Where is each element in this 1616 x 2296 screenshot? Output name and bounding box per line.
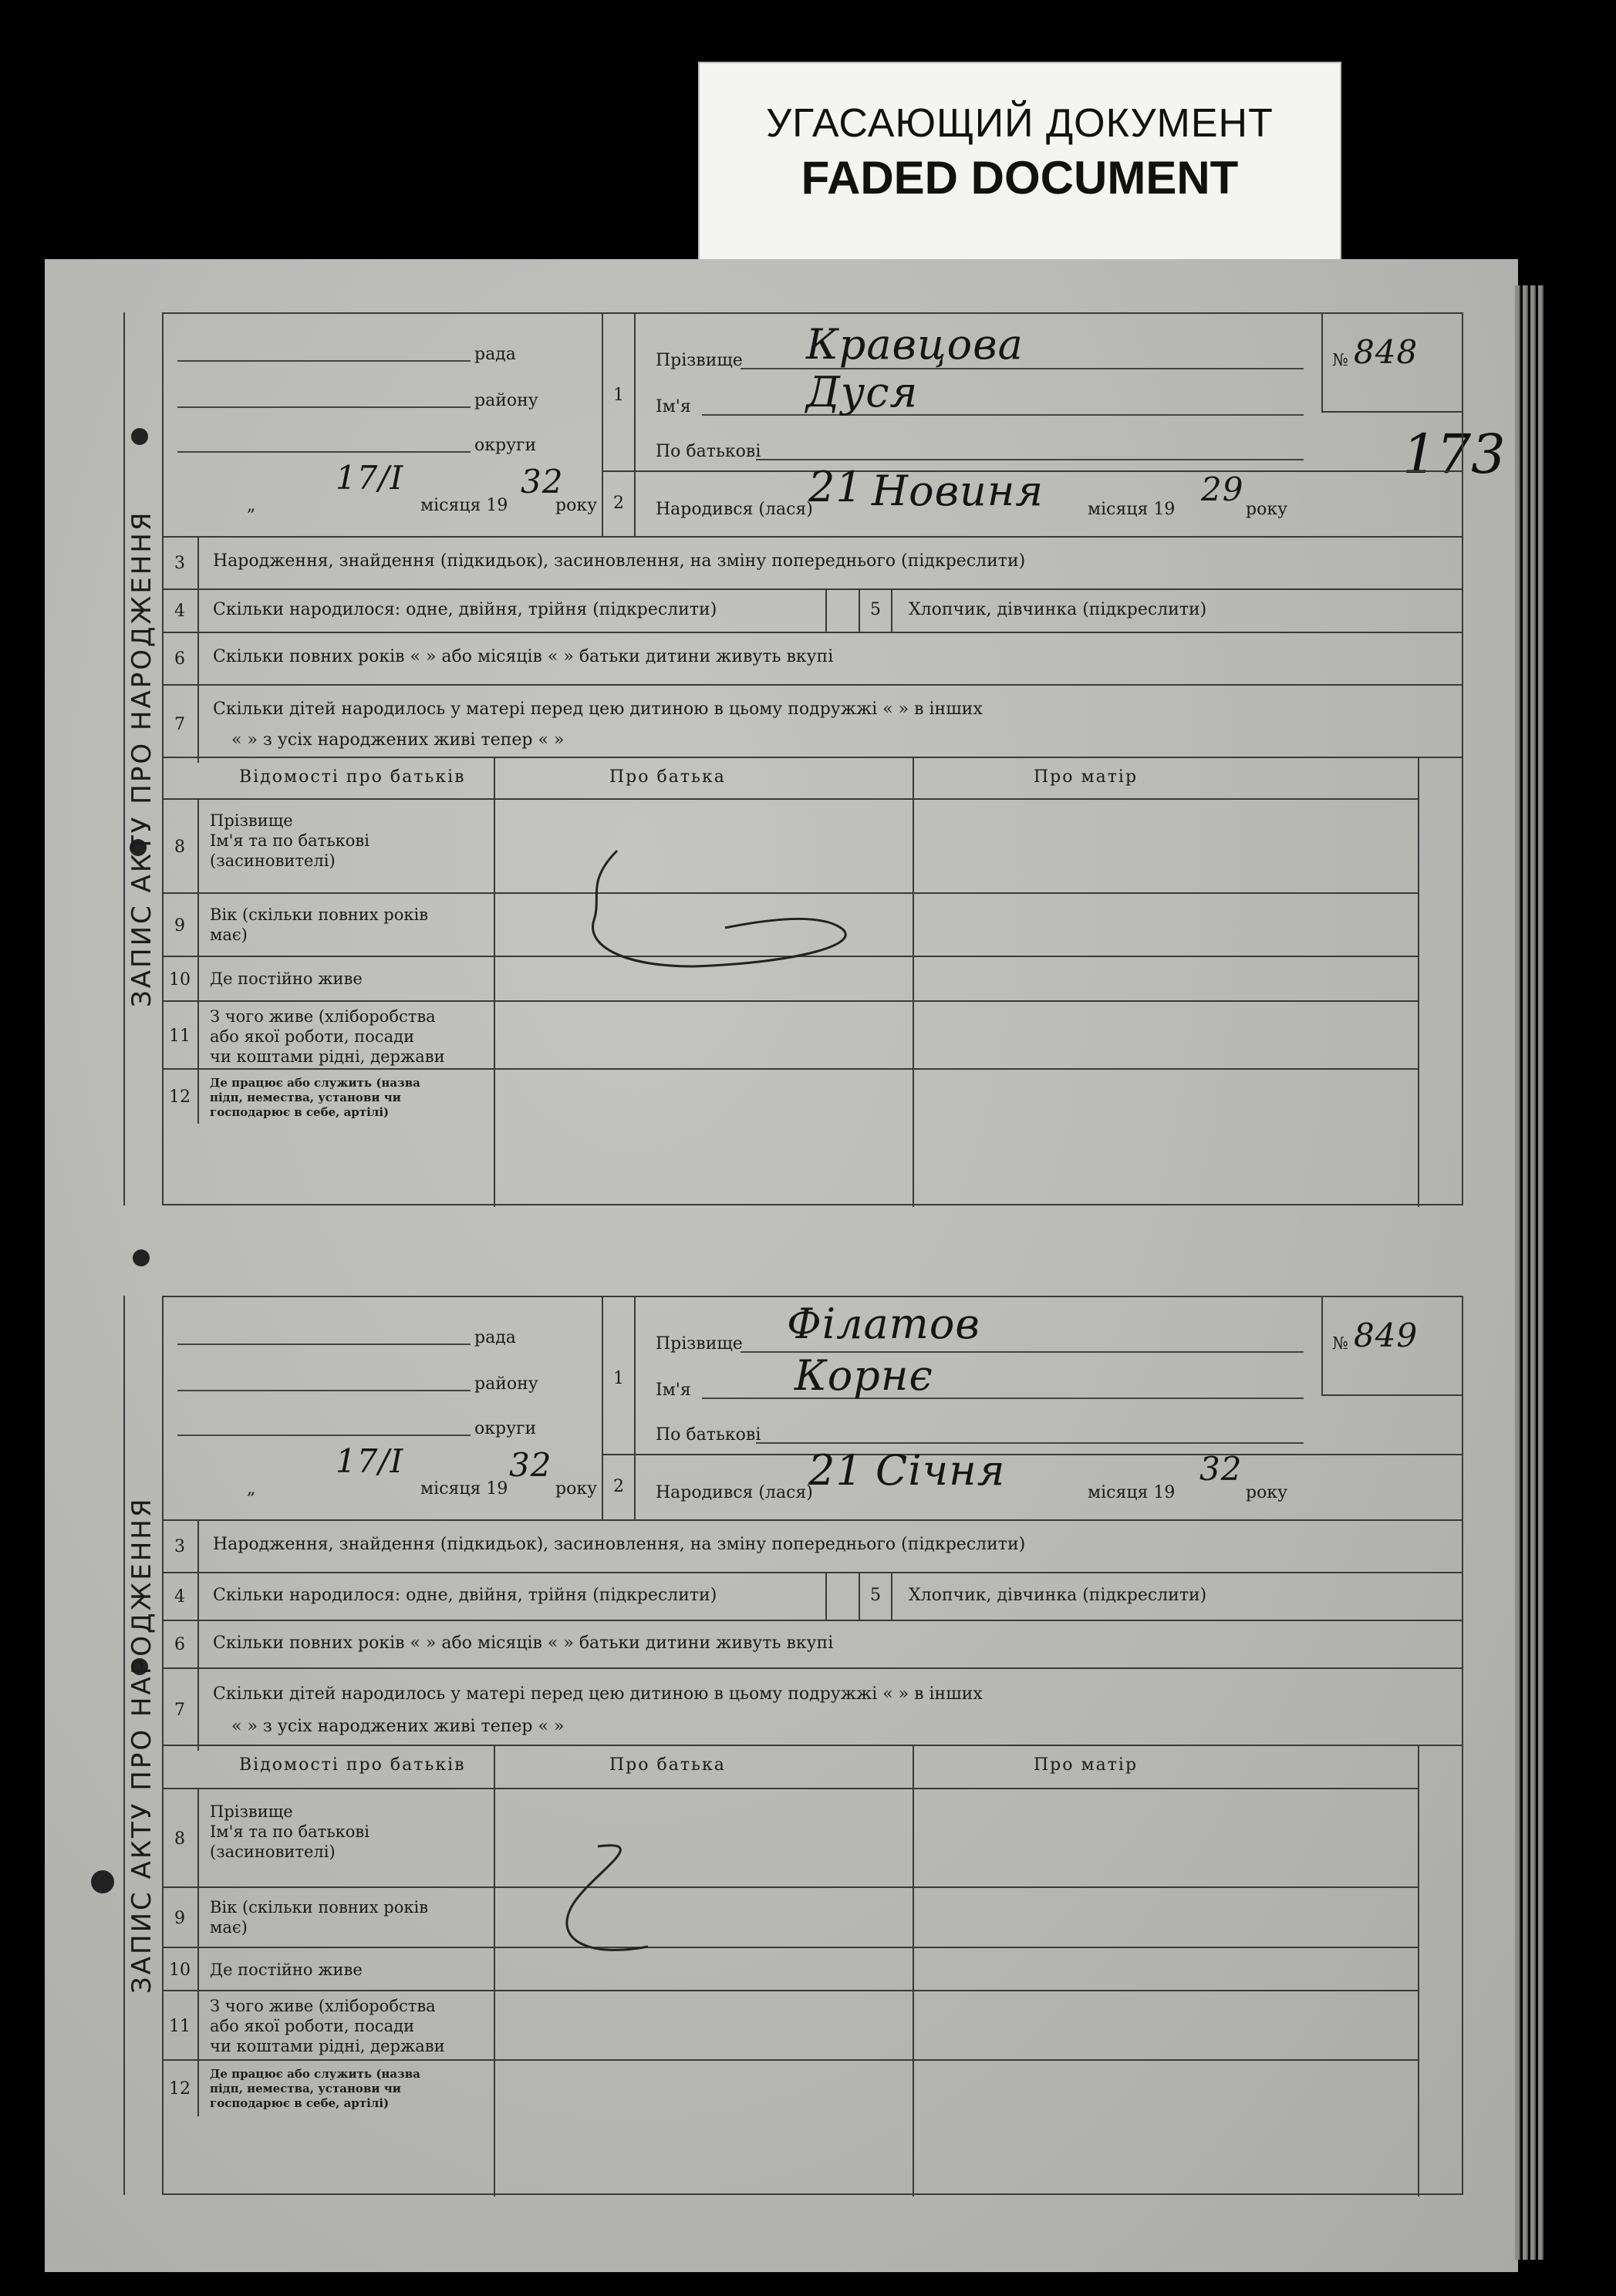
row-7: 7 Скільки дітей народилось у матері перед цею дитиною в цьому подружжі « » в інших « » з усіх народжених живі тепер « » xyxy=(162,684,1463,763)
okrug-label: округи xyxy=(474,1419,537,1438)
birth-record xyxy=(127,1296,1463,2195)
row-3: 3 Народження, знайдення (підкидьок), засиновлення, на зміну попереднього (підкреслити) xyxy=(162,1519,1463,1572)
stamp-line-en: FADED DOCUMENT xyxy=(801,152,1239,204)
surname-label: Прізвище xyxy=(656,1334,743,1354)
rada-label: рада xyxy=(474,345,516,364)
surname-label: Прізвище xyxy=(656,351,743,370)
record-header: рада району округи „ 17/І місяця 19 32 року 1 2 Прізвище Філатов Ім'я Корнє По батькові Народився (лася) 21 Січня місяця 19 32 року № 849 xyxy=(162,1296,1463,1519)
row-6: 6 Скільки повних років « » або місяців « » батьки дитини живуть вкупі xyxy=(162,1620,1463,1667)
birth-day: 21 xyxy=(808,1446,863,1495)
birth-record xyxy=(127,312,1463,1205)
parents-header: Відомості про батьків xyxy=(239,767,466,787)
year-label: року xyxy=(555,1479,598,1499)
record-number: 848 xyxy=(1354,333,1419,371)
parents-table: Відомості про батьків Про батька Про матір 8 Прізвище Ім'я та по батькові (засиновителі) 9 Вік (скільки повних років має) 10 Де постійно живе 11 З чого живе (хліборобства або якої роботи, посади чи коштами рідні, держави 12 Де працює або служить (назва підп, немества, установи чи господарює в себе, артілі) xyxy=(162,757,1463,1207)
record-number-box xyxy=(1321,314,1462,413)
rayon-label: району xyxy=(474,1374,538,1394)
record-vertical-title: ЗАПИС АКТУ ПРО НАРОДЖЕННЯ xyxy=(123,312,159,1205)
record-number-box xyxy=(1321,1297,1462,1396)
name-label: Ім'я xyxy=(656,1381,691,1400)
quote-open: „ xyxy=(247,496,256,515)
mother-header: Про матір xyxy=(1034,1755,1139,1775)
birth-year: 29 xyxy=(1201,470,1244,508)
row-4-5: 4 Скільки народилося: одне, двійня, трійня (підкреслити) 5 Хлопчик, дівчинка (підкреслити) xyxy=(162,1572,1463,1620)
child-surname: Філатов xyxy=(787,1300,980,1348)
rada-label: рада xyxy=(474,1328,516,1347)
mother-header: Про матір xyxy=(1034,767,1139,787)
patronymic-label: По батькові xyxy=(656,1425,761,1445)
registration-year: 32 xyxy=(521,463,564,501)
born-label: Народився (лася) xyxy=(656,500,813,519)
quote-open: „ xyxy=(247,1479,256,1499)
born-label: Народився (лася) xyxy=(656,1483,813,1502)
year-label: року xyxy=(555,496,598,515)
birth-month: Січня xyxy=(875,1446,1006,1495)
birth-day: 21 xyxy=(808,463,863,511)
binding-hole xyxy=(91,1870,114,1893)
month-label: місяця 19 xyxy=(420,496,508,515)
binding-hole xyxy=(133,1249,150,1266)
year2-label: року xyxy=(1246,1483,1288,1502)
margin-note: 173 xyxy=(1402,423,1506,486)
stamp-line-ru: УГАСАЮЩИЙ ДОКУМЕНТ xyxy=(766,101,1274,146)
month-label: місяця 19 xyxy=(420,1479,508,1499)
registration-block xyxy=(162,1296,602,1519)
child-name: Дуся xyxy=(806,368,919,416)
child-name-block xyxy=(633,312,1463,536)
birth-year: 32 xyxy=(1199,1450,1243,1488)
child-name: Корнє xyxy=(795,1351,933,1400)
registration-year: 32 xyxy=(509,1446,552,1484)
birth-month: Новиня xyxy=(872,467,1044,515)
row-3: 3 Народження, знайдення (підкидьок), засиновлення, на зміну попереднього (підкреслити) xyxy=(162,536,1463,588)
name-label: Ім'я xyxy=(656,397,691,416)
row-6: 6 Скільки повних років « » або місяців « » батьки дитини живуть вкупі xyxy=(162,632,1463,684)
number-label: № xyxy=(1332,351,1348,370)
row-4-5: 4 Скільки народилося: одне, двійня, трійня (підкреслити) 5 Хлопчик, дівчинка (підкреслити) xyxy=(162,588,1463,632)
cross-out-stroke xyxy=(494,1823,802,2008)
parents-header: Відомості про батьків xyxy=(239,1755,466,1775)
month2-label: місяця 19 xyxy=(1088,1483,1176,1502)
record-number: 849 xyxy=(1354,1317,1419,1354)
father-header: Про батька xyxy=(609,1755,726,1775)
father-header: Про батька xyxy=(609,767,726,787)
page-edges xyxy=(1512,285,1550,2260)
parents-table: Відомості про батьків Про батька Про матір 8 Прізвище Ім'я та по батькові (засиновителі) 9 Вік (скільки повних років має) 10 Де постійно живе 11 З чого живе (хліборобства або якої роботи, посади чи коштами рідні, держави 12 Де працює або служить (назва підп, немества, установи чи господарює в себе, артілі) xyxy=(162,1745,1463,2197)
year2-label: року xyxy=(1246,500,1288,519)
patronymic-label: По батькові xyxy=(656,442,761,461)
child-name-block xyxy=(633,1296,1463,1519)
number-label: № xyxy=(1332,1334,1348,1354)
record-header: рада району округи „ 17/І місяця 19 32 року 1 2 Прізвище Кравцова Ім'я Дуся По батькові Народився (лася) 21 Новиня місяця 19 29 року № 848 xyxy=(162,312,1463,536)
rayon-label: району xyxy=(474,391,538,410)
month2-label: місяця 19 xyxy=(1088,500,1176,519)
row-7: 7 Скільки дітей народилось у матері перед цею дитиною в цьому подружжі « » в інших « » з усіх народжених живі тепер « » xyxy=(162,1667,1463,1751)
child-surname: Кравцова xyxy=(806,320,1024,369)
registration-block xyxy=(162,312,602,536)
faded-document-stamp xyxy=(698,62,1341,261)
record-vertical-title: ЗАПИС АКТУ ПРО НАРОДЖЕННЯ xyxy=(123,1296,159,2195)
okrug-label: округи xyxy=(474,436,537,455)
cross-out-stroke xyxy=(494,835,1034,1020)
registration-day: 17/І xyxy=(336,459,404,497)
registration-day: 17/І xyxy=(336,1442,404,1480)
